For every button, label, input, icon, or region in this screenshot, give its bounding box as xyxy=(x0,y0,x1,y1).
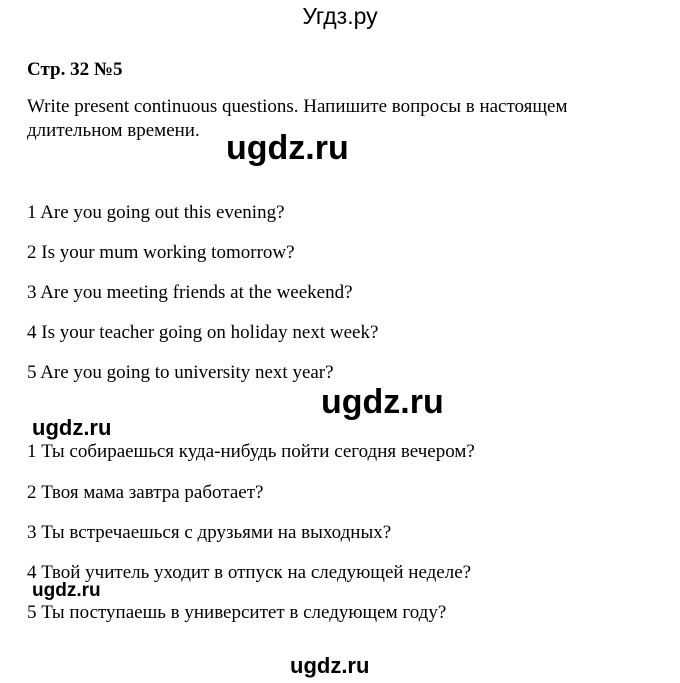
watermark: ugdz.ru xyxy=(32,415,112,440)
russian-translation-3: 3 Ты встречаешься с друзьями на выходных? xyxy=(27,522,392,543)
page-reference: Стр. 32 №5 xyxy=(27,59,123,80)
english-answer-4: 4 Is your teacher going on holiday next week? xyxy=(27,322,379,343)
site-title: Угдз.ру xyxy=(302,3,378,29)
russian-translation-5: 5 Ты поступаешь в университет в следующем году? xyxy=(27,602,447,623)
watermark: ugdz.ru xyxy=(321,383,444,421)
russian-translation-2: 2 Твоя мама завтра работает? xyxy=(27,482,264,503)
watermark: ugdz.ru xyxy=(226,129,349,167)
watermark: ugdz.ru xyxy=(290,653,370,678)
russian-translation-1: 1 Ты собираешься куда-нибудь пойти сегодня вечером? xyxy=(27,441,475,462)
english-answer-5: 5 Are you going to university next year? xyxy=(27,362,334,383)
russian-translation-4: 4 Твой учитель уходит в отпуск на следующей неделе? xyxy=(27,562,472,583)
english-answer-1: 1 Are you going out this evening? xyxy=(27,202,285,223)
english-answer-2: 2 Is your mum working tomorrow? xyxy=(27,242,295,263)
english-answer-3: 3 Are you meeting friends at the weekend? xyxy=(27,282,353,303)
watermark: ugdz.ru xyxy=(32,580,101,601)
task-instruction: Write present continuous questions. Напишите вопросы в настоящем длительном времени. xyxy=(27,96,568,141)
